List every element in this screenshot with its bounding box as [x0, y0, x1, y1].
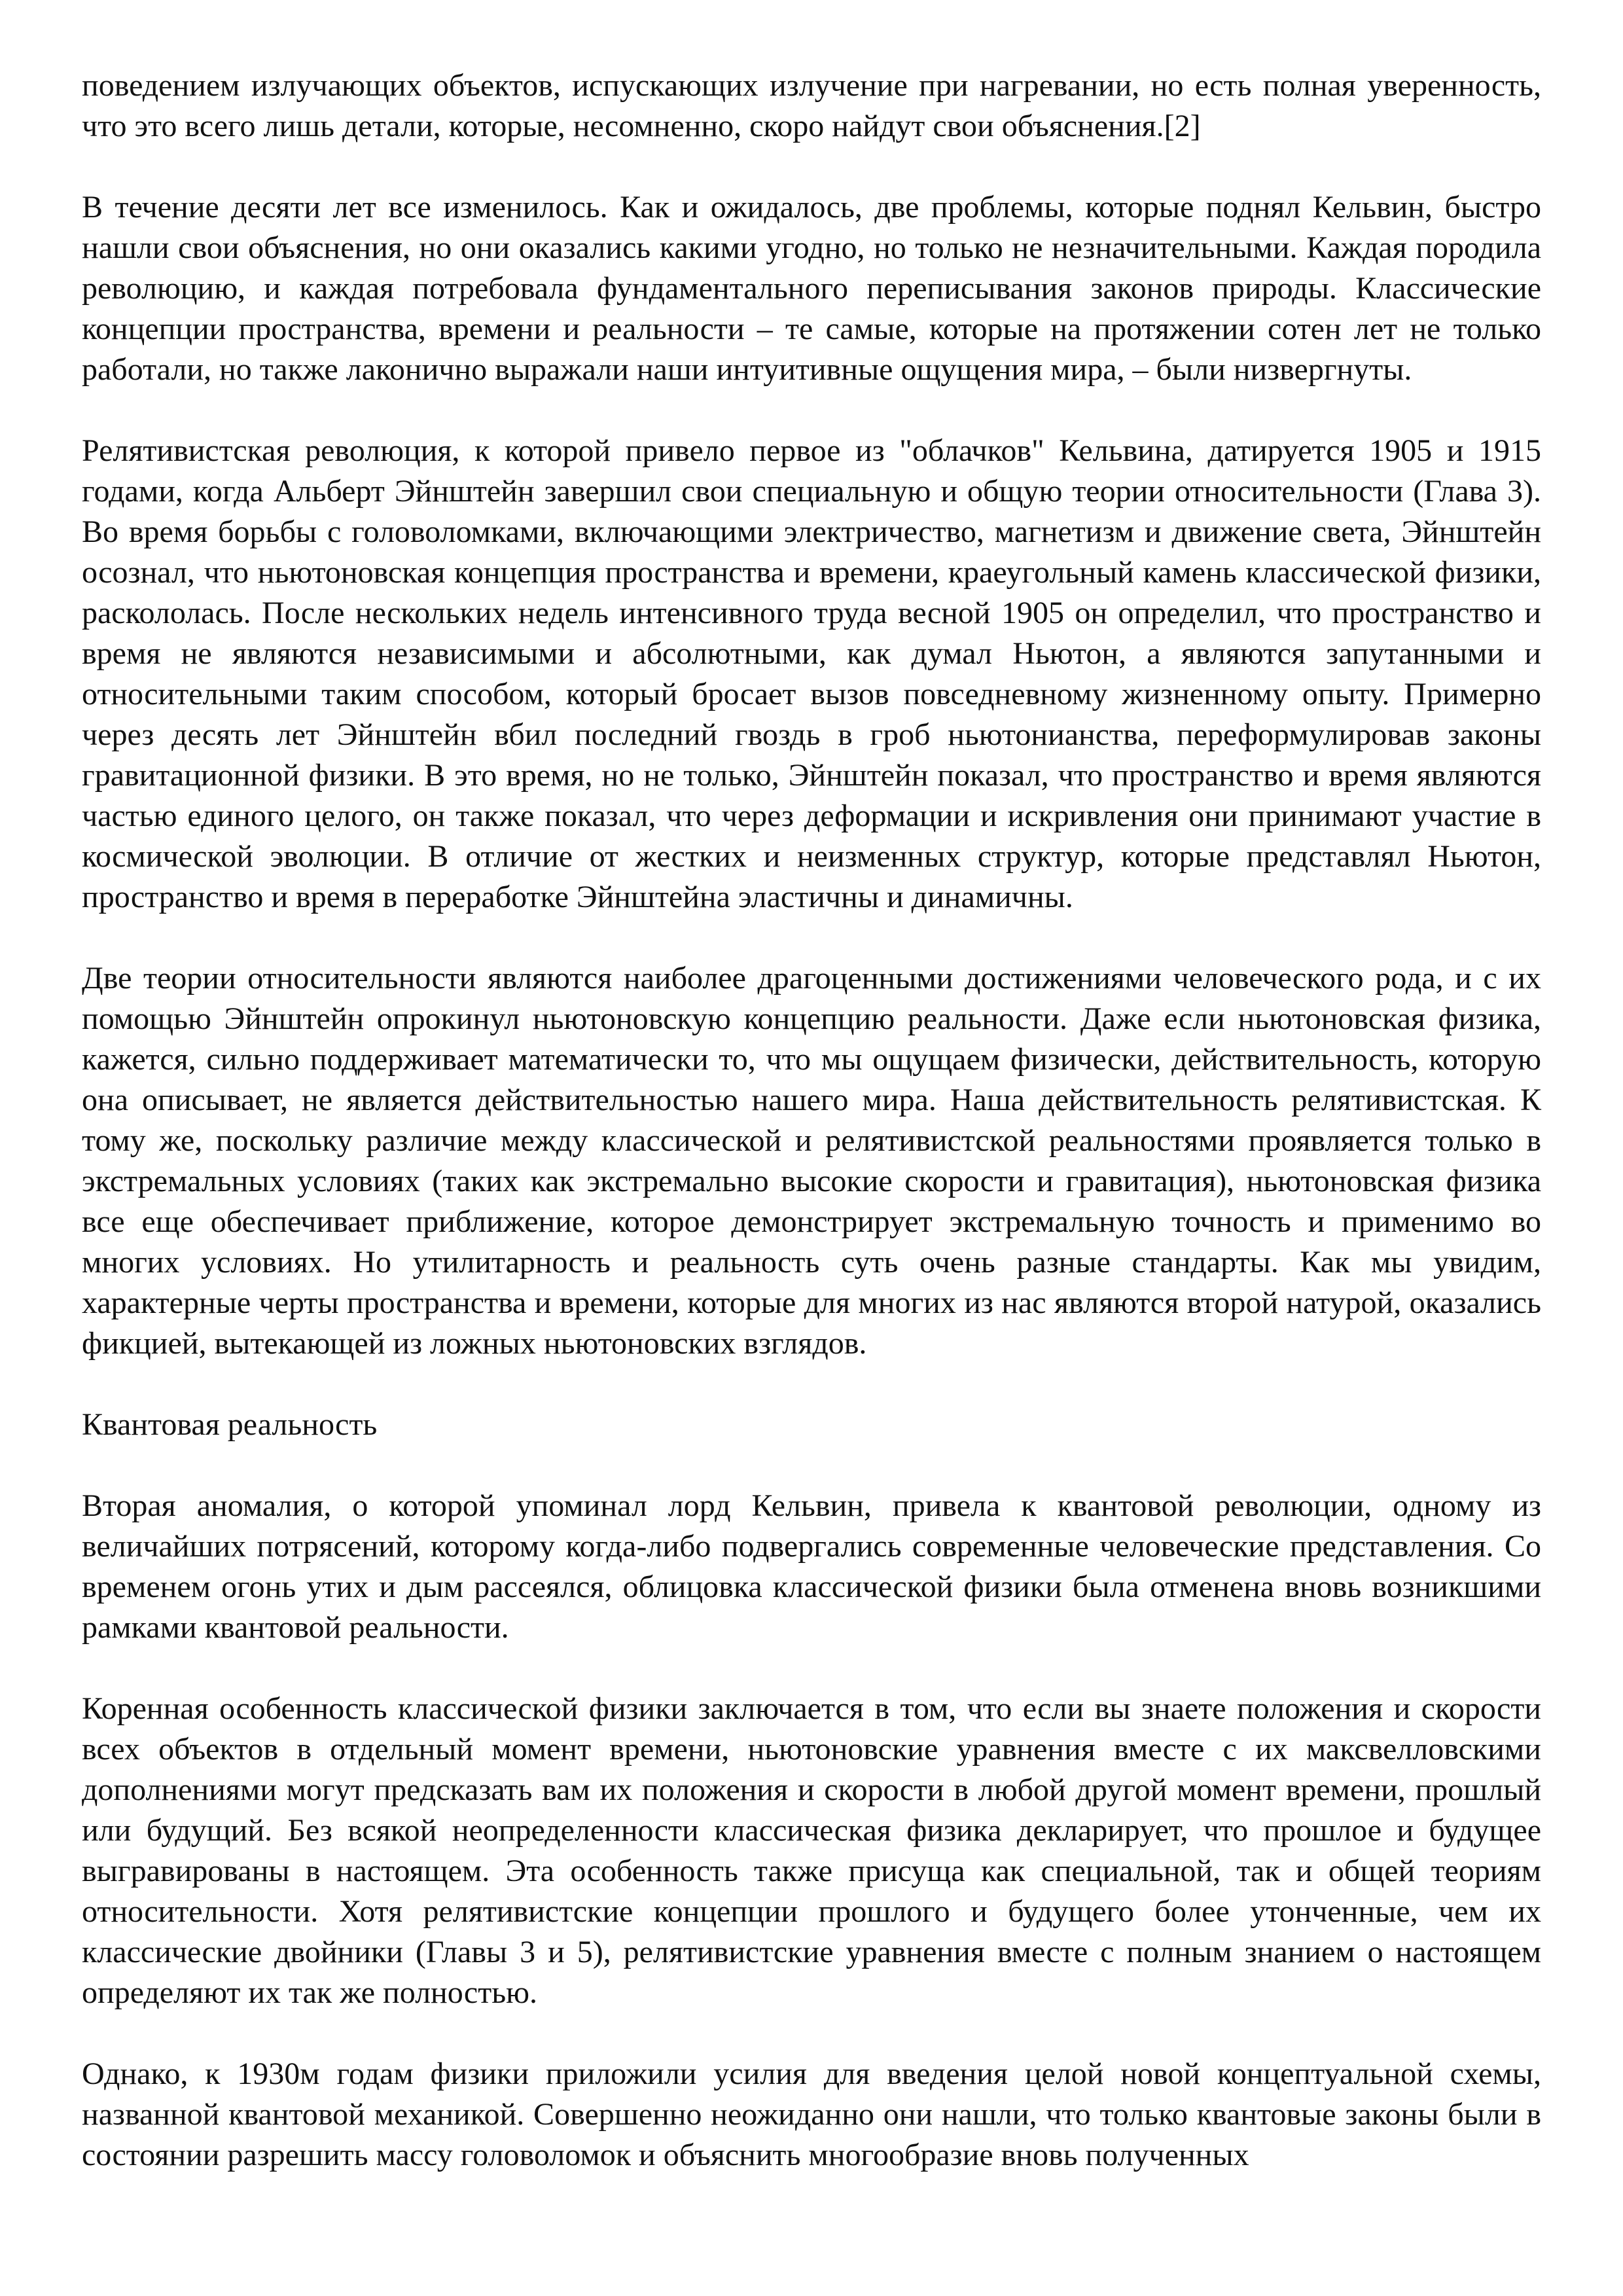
paragraph-1: поведением излучающих объектов, испускающих излучение при нагревании, но есть полная уверенность, что это всего лишь детали, которые, несомненно, скоро найдут свои объяснения.[2]: [82, 68, 1541, 143]
paragraph-3: Релятивистская революция, к которой привело первое из "облачков" Кельвина, датируется 1905 и 1915 годами, когда Альберт Эйнштейн завершил свои специальную и общую теории относительности (Глава 3). Во время борьбы с головоломками, включающими электричество, магнетизм и движение света, Эйнштейн осознал, что ньютоновская концепция пространства и времени, краеугольный камень классической физики, раскололась. После нескольких недель интенсивного труда весной 1905 он определил, что пространство и время не являются независимыми и абсолютными, как думал Ньютон, а являются запутанными и относительными таким способом, который бросает вызов повседневному жизненному опыту. Примерно через десять лет Эйнштейн вбил последний гвоздь в гроб ньютонианства, переформулировав законы гравитационной физики. В это время, но не только, Эйнштейн показал, что пространство и время являются частью единого целого, он также показал, что через деформации и искривления они принимают участие в космической эволюции. В отличие от жестких и неизменных структур, которые представлял Ньютон, пространство и время в переработке Эйнштейна эластичны и динамичны.: [82, 433, 1541, 914]
paragraph-7: Однако, к 1930м годам физики приложили усилия для введения целой новой концептуальной схемы, названной квантовой механикой. Совершенно неожиданно они нашли, что только квантовые законы были в состоянии разрешить массу головоломок и объяснить многообразие вновь полученных: [82, 2056, 1541, 2172]
paragraph-5: Вторая аномалия, о которой упоминал лорд Кельвин, привела к квантовой революции, одному из величайших потрясений, которому когда-либо подвергались современные человеческие представления. Со временем огонь утих и дым рассеялся, облицовка классической физики была отменена вновь возникшими рамками квантовой реальности.: [82, 1488, 1541, 1645]
section-heading: Квантовая реальность: [82, 1407, 378, 1442]
paragraph-6: Коренная особенность классической физики заключается в том, что если вы знаете положения и скорости всех объектов в отдельный момент времени, ньютоновские уравнения вместе с их максвелловскими дополнениями могут предсказать вам их положения и скорости в любой другой момент времени, прошлый или будущий. Без всякой неопределенности классическая физика декларирует, что прошлое и будущее выгравированы в настоящем. Эта особенность также присуща как специальной, так и общей теориям относительности. Хотя релятивистские концепции прошлого и будущего более утонченные, чем их классические двойники (Главы 3 и 5), релятивистские уравнения вместе с полным знанием о настоящем определяют их так же полностью.: [82, 1691, 1541, 2010]
paragraph-2: В течение десяти лет все изменилось. Как и ожидалось, две проблемы, которые поднял Кельвин, быстро нашли свои объяснения, но они оказались какими угодно, но только не незначительными. Каждая породила революцию, и каждая потребовала фундаментального переписывания законов природы. Классические концепции пространства, времени и реальности – те самые, которые на протяжении сотен лет не только работали, но также лаконично выражали наши интуитивные ощущения мира, – были низвергнуты.: [82, 190, 1541, 387]
document-page: [82, 65, 1541, 2216]
paragraph-4: Две теории относительности являются наиболее драгоценными достижениями человеческого рода, и с их помощью Эйнштейн опрокинул ньютоновскую концепцию реальности. Даже если ньютоновская физика, кажется, сильно поддерживает математически то, что мы ощущаем физически, действительность, которую она описывает, не является действительностью нашего мира. Наша действительность релятивистская. К тому же, поскольку различие между классической и релятивистской реальностями проявляется только в экстремальных условиях (таких как экстремально высокие скорости и гравитация), ньютоновская физика все еще обеспечивает приближение, которое демонстрирует экстремальную точность и применимо во многих условиях. Но утилитарность и реальность суть очень разные стандарты. Как мы увидим, характерные черты пространства и времени, которые для многих из нас являются второй натурой, оказались фикцией, вытекающей из ложных ньютоновских взглядов.: [82, 961, 1541, 1361]
